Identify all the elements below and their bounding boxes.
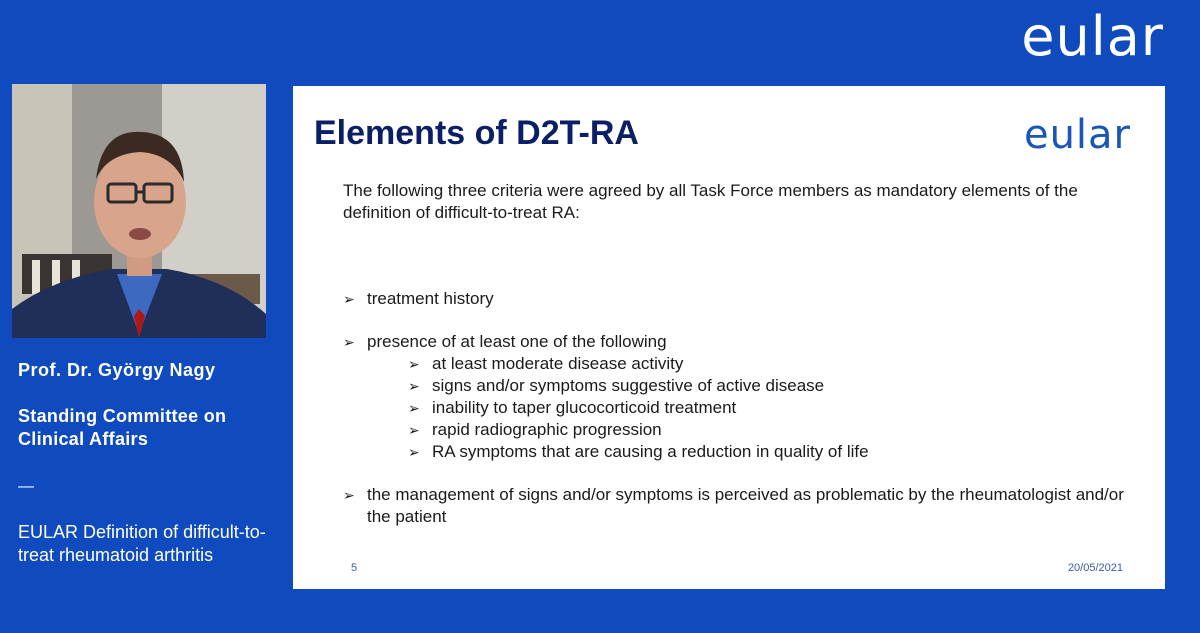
arrow-bullet-icon: ➢: [343, 291, 355, 307]
speaker-video: [12, 84, 266, 338]
divider: —: [18, 478, 34, 495]
talk-title: EULAR Definition of difficult-to-treat rheumatoid arthritis: [18, 522, 266, 565]
eular-logo: eular: [1021, 5, 1164, 68]
slide-date: 20/05/2021: [1067, 562, 1123, 574]
sub-bullet-text: signs and/or symptoms suggestive of active disease: [432, 376, 825, 395]
arrow-bullet-icon: ➢: [343, 487, 355, 503]
sub-bullet-text: inability to taper glucocorticoid treatment: [432, 398, 737, 417]
arrow-bullet-icon: ➢: [408, 356, 420, 372]
speaker-role: Standing Committee on Clinical Affairs: [18, 406, 227, 449]
speaker-name: Prof. Dr. György Nagy: [18, 360, 216, 380]
bullet-text: treatment history: [367, 289, 494, 308]
arrow-bullet-icon: ➢: [408, 400, 420, 416]
sub-bullet-text: rapid radiographic progression: [432, 420, 662, 439]
bullet-text: the management of signs and/or symptoms is perceived as problematic by the rheumatologist and/or the patient: [367, 485, 1124, 526]
bullet-text: presence of at least one of the following: [367, 332, 667, 351]
arrow-bullet-icon: ➢: [408, 444, 420, 460]
arrow-bullet-icon: ➢: [343, 334, 355, 350]
presentation-slide: [293, 86, 1165, 589]
sub-bullet-text: at least moderate disease activity: [432, 354, 684, 373]
slide-intro: The following three criteria were agreed by all Task Force members as mandatory elements of the definition of difficult-to-treat RA:: [343, 181, 1078, 222]
slide-page-number: 5: [351, 562, 358, 574]
slide-title: Elements of D2T-RA: [314, 114, 639, 152]
arrow-bullet-icon: ➢: [408, 422, 420, 438]
speaker-video-frame: [12, 84, 266, 338]
slide-eular-logo: eular: [1023, 112, 1131, 158]
sub-bullet-text: RA symptoms that are causing a reduction in quality of life: [432, 442, 869, 461]
arrow-bullet-icon: ➢: [408, 378, 420, 394]
